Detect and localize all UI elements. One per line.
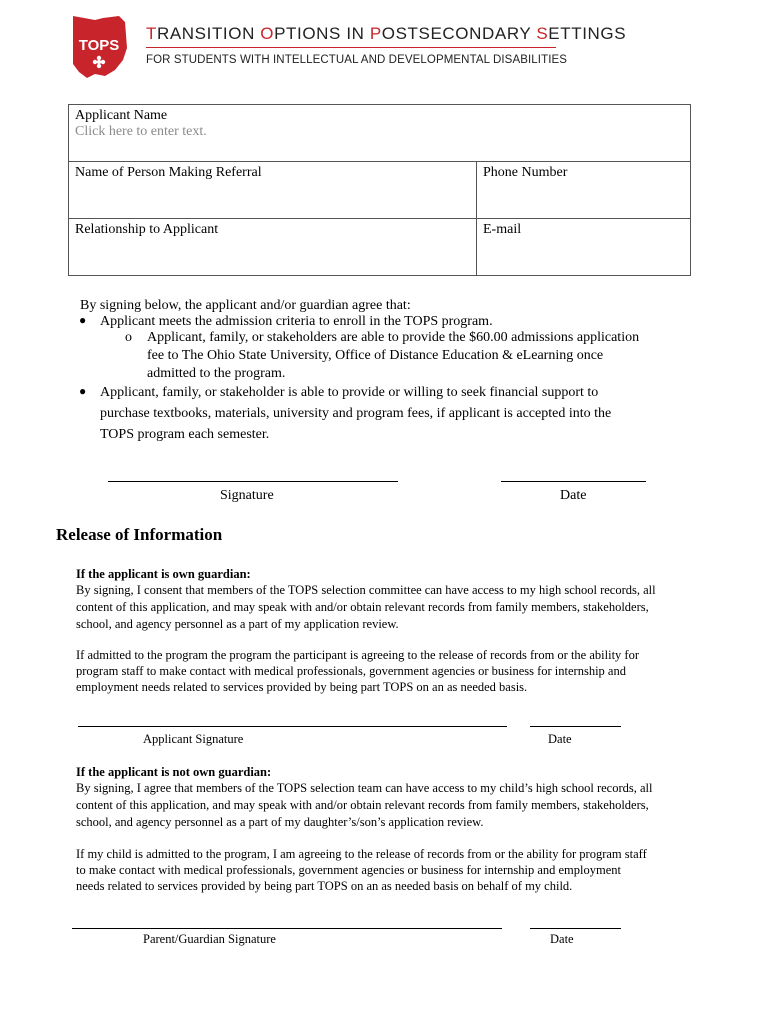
applicant-date-label: Date [548, 732, 572, 746]
not-own-guardian-para1-line3: school, and agency personnel as a part of my daughter’s/son’s application review. [76, 815, 484, 829]
bullet-icon: ● [79, 313, 87, 327]
applicant-name-cell[interactable] [69, 105, 691, 162]
parent-signature-line[interactable] [72, 928, 502, 929]
referral-name-label: Name of Person Making Referral [75, 165, 262, 180]
header-title: TRANSITION OPTIONS IN POSTSECONDARY SETTINGS [146, 24, 627, 43]
applicant-name-placeholder[interactable]: Click here to enter text. [75, 124, 207, 139]
bullet-icon: ● [79, 384, 87, 398]
signature-line[interactable] [108, 481, 398, 482]
relationship-cell[interactable] [69, 219, 477, 276]
own-guardian-para2-line1: If admitted to the program the program the participant is agreeing to the release of records from or the ability for [76, 648, 639, 662]
release-heading: Release of Information [56, 525, 223, 544]
sub-bullet-icon: o [125, 330, 132, 345]
header-subtitle: FOR STUDENTS WITH INTELLECTUAL AND DEVELOPMENTAL DISABILITIES [146, 54, 568, 66]
email-label: E-mail [483, 222, 522, 237]
header-divider [146, 47, 556, 48]
agreement-bullet-2-line-3: TOPS program each semester. [100, 427, 270, 442]
date-line[interactable] [501, 481, 646, 482]
own-guardian-heading: If the applicant is own guardian: [76, 567, 251, 581]
own-guardian-para2-line3: employment needs related to services provided by being part TOPS on an as needed basis. [76, 680, 528, 694]
parent-signature-label: Parent/Guardian Signature [143, 932, 276, 946]
agreement-bullet-2-line-2: purchase textbooks, materials, university and program fees, if applicant is accepted into the [100, 406, 612, 421]
own-guardian-para1-line1: By signing, I consent that members of the TOPS selection committee can have access to my high school records, all [76, 583, 656, 597]
not-own-guardian-para2-line2: to make contact with medical professionals, government agencies or business for internship and employment [76, 863, 621, 877]
applicant-signature-label: Applicant Signature [143, 732, 244, 746]
applicant-date-line[interactable] [530, 726, 621, 727]
not-own-guardian-para1-line2: content of this application, and may speak with and/or obtain relevant records from family members, stakeholders, [76, 798, 649, 812]
email-cell[interactable] [477, 219, 691, 276]
phone-number-label: Phone Number [483, 165, 568, 180]
not-own-guardian-para1-line1: By signing, I agree that members of the TOPS selection team can have access to my child’s high school records, all [76, 781, 653, 795]
own-guardian-para1-line2: content of this application, and may speak with and/or obtain relevant records from family members, stakeholders, [76, 600, 649, 614]
referral-name-cell[interactable] [69, 162, 477, 219]
applicant-signature-line[interactable] [78, 726, 507, 727]
phone-number-cell[interactable] [477, 162, 691, 219]
tops-ohio-logo [69, 14, 131, 80]
parent-date-label: Date [550, 932, 574, 946]
agreement-sub-bullet-line-1: Applicant, family, or stakeholders are able to provide the $60.00 admissions application [147, 330, 640, 345]
date-label: Date [560, 488, 587, 503]
not-own-guardian-para2-line1: If my child is admitted to the program, I am agreeing to the release of records from or the ability for program staff [76, 847, 647, 861]
not-own-guardian-heading: If the applicant is not own guardian: [76, 765, 272, 779]
relationship-label: Relationship to Applicant [75, 222, 219, 237]
parent-date-line[interactable] [530, 928, 621, 929]
applicant-form-table [68, 104, 691, 276]
not-own-guardian-para2-line3: needs related to services provided by being part TOPS on an as needed basis on behalf of my child. [76, 879, 573, 893]
agreement-bullet-1: Applicant meets the admission criteria to enroll in the TOPS program. [100, 314, 493, 329]
signature-label: Signature [220, 488, 274, 503]
agreement-sub-bullet-line-3: admitted to the program. [147, 366, 286, 381]
agreement-intro: By signing below, the applicant and/or guardian agree that: [80, 298, 411, 313]
applicant-name-label: Applicant Name [75, 108, 168, 123]
agreement-bullet-2-line-1: Applicant, family, or stakeholder is able to provide or willing to seek financial support to [100, 385, 599, 400]
agreement-sub-bullet-line-2: fee to The Ohio State University, Office of Distance Education & eLearning once [147, 348, 604, 363]
own-guardian-para2-line2: program staff to make contact with medical professionals, government agencies or business for internship and [76, 664, 626, 678]
own-guardian-para1-line3: school, and agency personnel as a part of my application review. [76, 617, 399, 631]
logo-text: TOPS [78, 37, 120, 54]
